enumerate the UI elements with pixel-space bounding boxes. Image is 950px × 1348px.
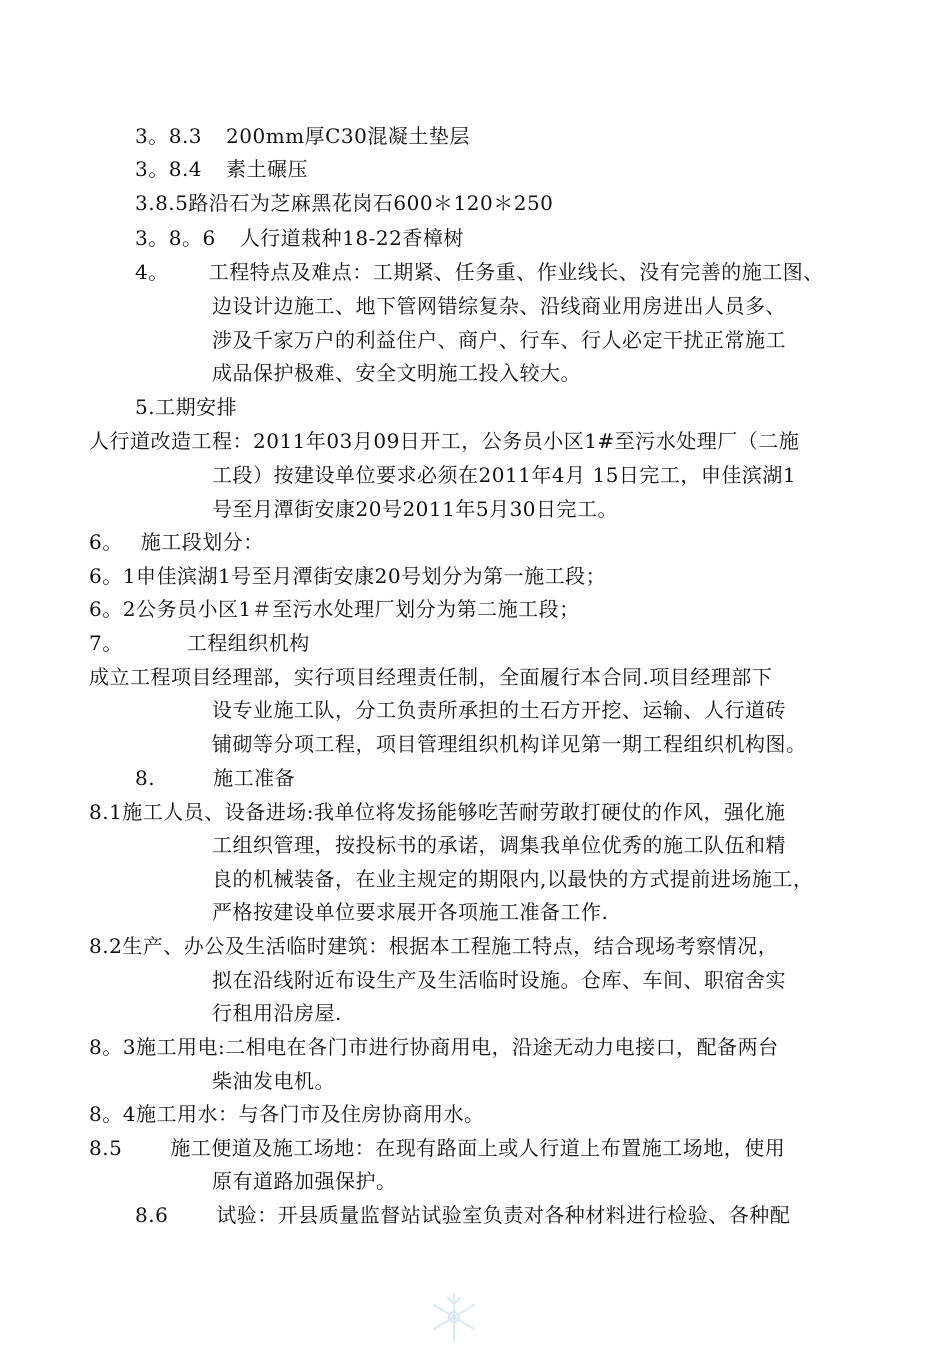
- text-line-3-8-3: 3。8.3 200mm厚C30混凝土垫层: [135, 124, 470, 148]
- section-8-1-line-3: 良的机械装备，在业主规定的期限内,以最快的方式提前进场施工，: [212, 867, 814, 891]
- section-7-heading: 7。 工程组织机构: [89, 631, 310, 655]
- section-4-line-4: 成品保护极难、安全文明施工投入较大。: [212, 361, 581, 385]
- section-6-2: 6。2公务员小区1＃至污水处理厂划分为第二施工段；: [89, 597, 580, 621]
- section-7-line-1: 成立工程项目经理部，实行项目经理责任制，全面履行本合同.项目经理部下: [89, 665, 773, 689]
- section-5-line-3: 号至月潭街安康20号2011年5月30日完工。: [212, 497, 619, 521]
- section-4-line-3: 涉及千家万户的利益住户、商户、行车、行人必定干扰正常施工: [212, 328, 786, 352]
- text-line-3-8-4: 3。8.4 素土碾压: [135, 157, 309, 181]
- section-4-line-2: 边设计边施工、地下管网错综复杂、沿线商业用房进出人员多、: [212, 294, 786, 318]
- section-5-line-2: 工段）按建设单位要求必须在2011年4月 15日完工，申佳滨湖1: [212, 463, 797, 487]
- section-8-1-line-2: 工组织管理，按投标书的承诺，调集我单位优秀的施工队伍和精: [212, 833, 786, 857]
- section-8-2-line-3: 行租用沿房屋.: [212, 1001, 342, 1025]
- snowflake-logo-icon: [424, 1290, 484, 1344]
- section-8-4: 8。4施工用水：与各门市及住房协商用水。: [89, 1102, 485, 1126]
- section-8-6-line-1: 8.6 试验：开县质量监督站试验室负责对各种材料进行检验、各种配: [135, 1203, 791, 1227]
- section-6-heading: 6。 施工段划分：: [89, 530, 264, 554]
- section-8-heading: 8. 施工准备: [135, 766, 296, 790]
- section-4-heading: 4。 工程特点及难点：工期紧、任务重、作业线长、没有完善的施工图、: [135, 260, 824, 284]
- section-5-line-1: 人行道改造工程：2011年03月09日开工，公务员小区1#至污水处理厂（二施: [89, 429, 800, 453]
- section-8-3-line-1: 8。3施工用电:二相电在各门市进行协商用电，沿途无动力电接口，配备两台: [89, 1035, 779, 1059]
- section-8-1-line-1: 8.1施工人员、设备进场:我单位将发扬能够吃苦耐劳敢打硬仗的作风，强化施: [89, 800, 786, 824]
- section-8-2-line-2: 拟在沿线附近布设生产及生活临时设施。仓库、车间、职宿舍实: [212, 968, 786, 992]
- section-7-line-3: 铺砌等分项工程，项目管理组织机构详见第一期工程组织机构图。: [212, 732, 807, 756]
- text-line-3-8-5: 3.8.5路沿石为芝麻黑花岗石600＊120＊250: [135, 191, 554, 215]
- text-line-3-8-6: 3。8。6 人行道栽种18-22香樟树: [135, 226, 464, 250]
- section-8-5-line-1: 8.5 施工便道及施工场地：在现有路面上或人行道上布置施工场地，使用: [89, 1136, 786, 1160]
- section-6-1: 6。1申佳滨湖1号至月潭街安康20号划分为第一施工段；: [89, 564, 607, 588]
- section-8-5-line-2: 原有道路加强保护。: [212, 1169, 397, 1193]
- section-8-2-line-1: 8.2生产、办公及生活临时建筑：根据本工程施工特点，结合现场考察情况，: [89, 934, 779, 958]
- section-8-3-line-2: 柴油发电机。: [212, 1069, 335, 1093]
- section-5-heading: 5.工期安排: [135, 395, 238, 419]
- section-7-line-2: 设专业施工队，分工负责所承担的土石方开挖、运输、人行道砖: [212, 698, 786, 722]
- section-8-1-line-4: 严格按建设单位要求展开各项施工准备工作.: [212, 900, 609, 924]
